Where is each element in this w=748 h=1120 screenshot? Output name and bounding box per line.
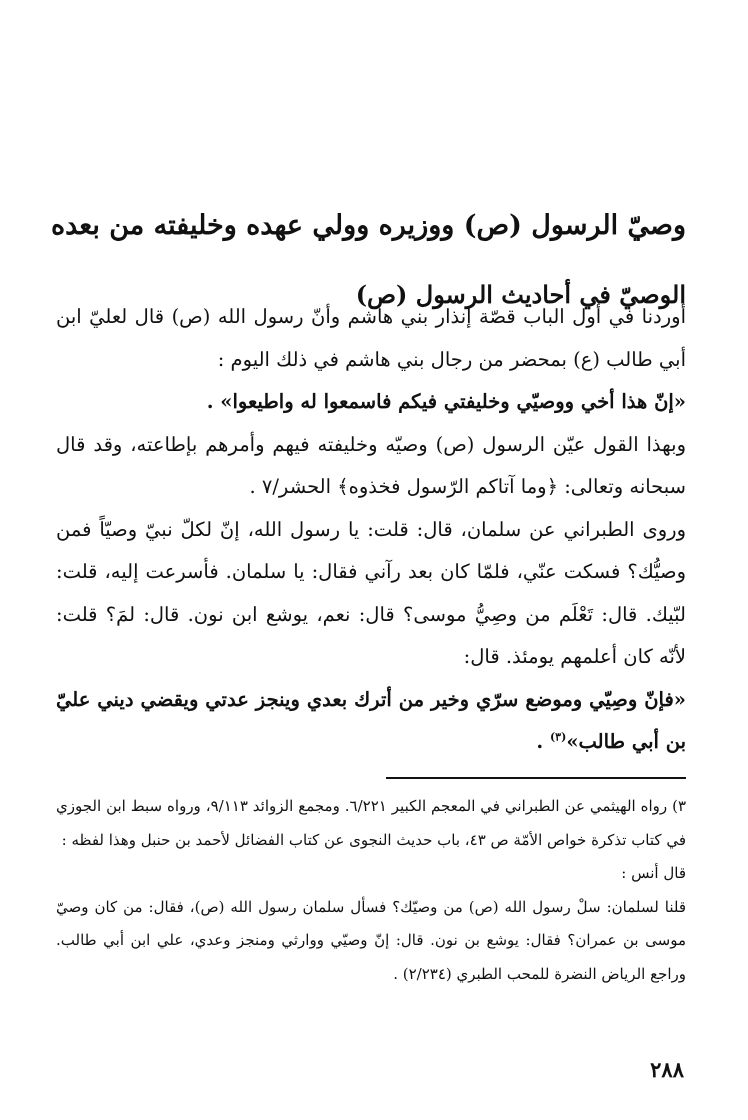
paragraph-final-quote [56, 679, 686, 764]
paragraph-intro: أوردنا في أول الباب قصّة إنذار بني هاشم وأنّ رسول الله (ص) قال لعليّ ابن أبي طالب (ع) بمحضر من رجال بني هاشم في ذلك اليوم : [56, 305, 686, 371]
footnotes [56, 790, 686, 991]
paragraph-salman-narration: وروى الطبراني عن سلمان، قال: قلت: يا رسول الله، إنّ لكلّ نبيّ وصيّاً فمن وصيُّك؟ فسكت عنّي، فلمّا كان بعد رآني فقال: يا سلمان. فأسرعت إليه، قلت: لبّيك. قال: تَعْلَم من وصِيُّ موسى؟ قال: نعم، يوشع ابن نون. قال: لمَ؟ قلت: لأنّه كان أعلمهم يومئذ. قال: [56, 517, 686, 668]
footnote-reference[interactable]: (٣) [549, 730, 567, 744]
main-text [56, 296, 686, 764]
final-quote-tail: . [536, 730, 550, 753]
footnote-3: ٣) رواه الهيثمي عن الطبراني في المعجم الكبير ٦/٢٢١. ومجمع الزوائد ٩/١١٣، ورواه سبط ابن الجوزي في كتاب تذكرة خواص الأمّة ص ٤٣، باب حديث النجوى عن كتاب الفضائل لأحمد بن حنبل وهذا لفظه : [56, 797, 686, 849]
page-number: ٢٨٨ [650, 1057, 684, 1082]
page-title: وصيّ الرسول (ص) ووزيره وولي عهده وخليفته من بعده [50, 210, 686, 242]
section-heading: الوصيّ في أحاديث الرسول (ص) [355, 279, 686, 309]
final-quote-text: «فإنّ وصِيّي وموضع سرّي وخير من أترك بعدي وينجز عدتي ويقضي ديني عليّ بن أبي طالب» [56, 687, 686, 753]
footnote-anas-intro: قال أنس : [621, 864, 686, 882]
footnote-anas-narration: قلنا لسلمان: سلْ رسول الله (ص) من وصيّك؟ فسأل سلمان رسول الله (ص)، فقال: من كان وصيّ موسى بن عمران؟ فقال: يوشع بن نون. قال: إنّ وصيّي ووارثي ومنجز وعدي، علي ابن أبي طالب. وراجع الرياض النضرة للمحب الطبري (٢/٢٣٤) . [56, 897, 686, 983]
footnote-separator [386, 777, 686, 779]
paragraph-appointment: وبهذا القول عيّن الرسول (ص) وصيّه وخليفته فيهم وأمرهم بإطاعته، وقد قال سبحانه وتعالى: ﴿وما آتاكم الرّسول فخذوه﴾ الحشر/٧ . [56, 432, 686, 498]
paragraph-hadith-quote: «إنّ هذا أخي ووصيّي وخليفتي فيكم فاسمعوا له واطيعوا» . [206, 390, 686, 413]
